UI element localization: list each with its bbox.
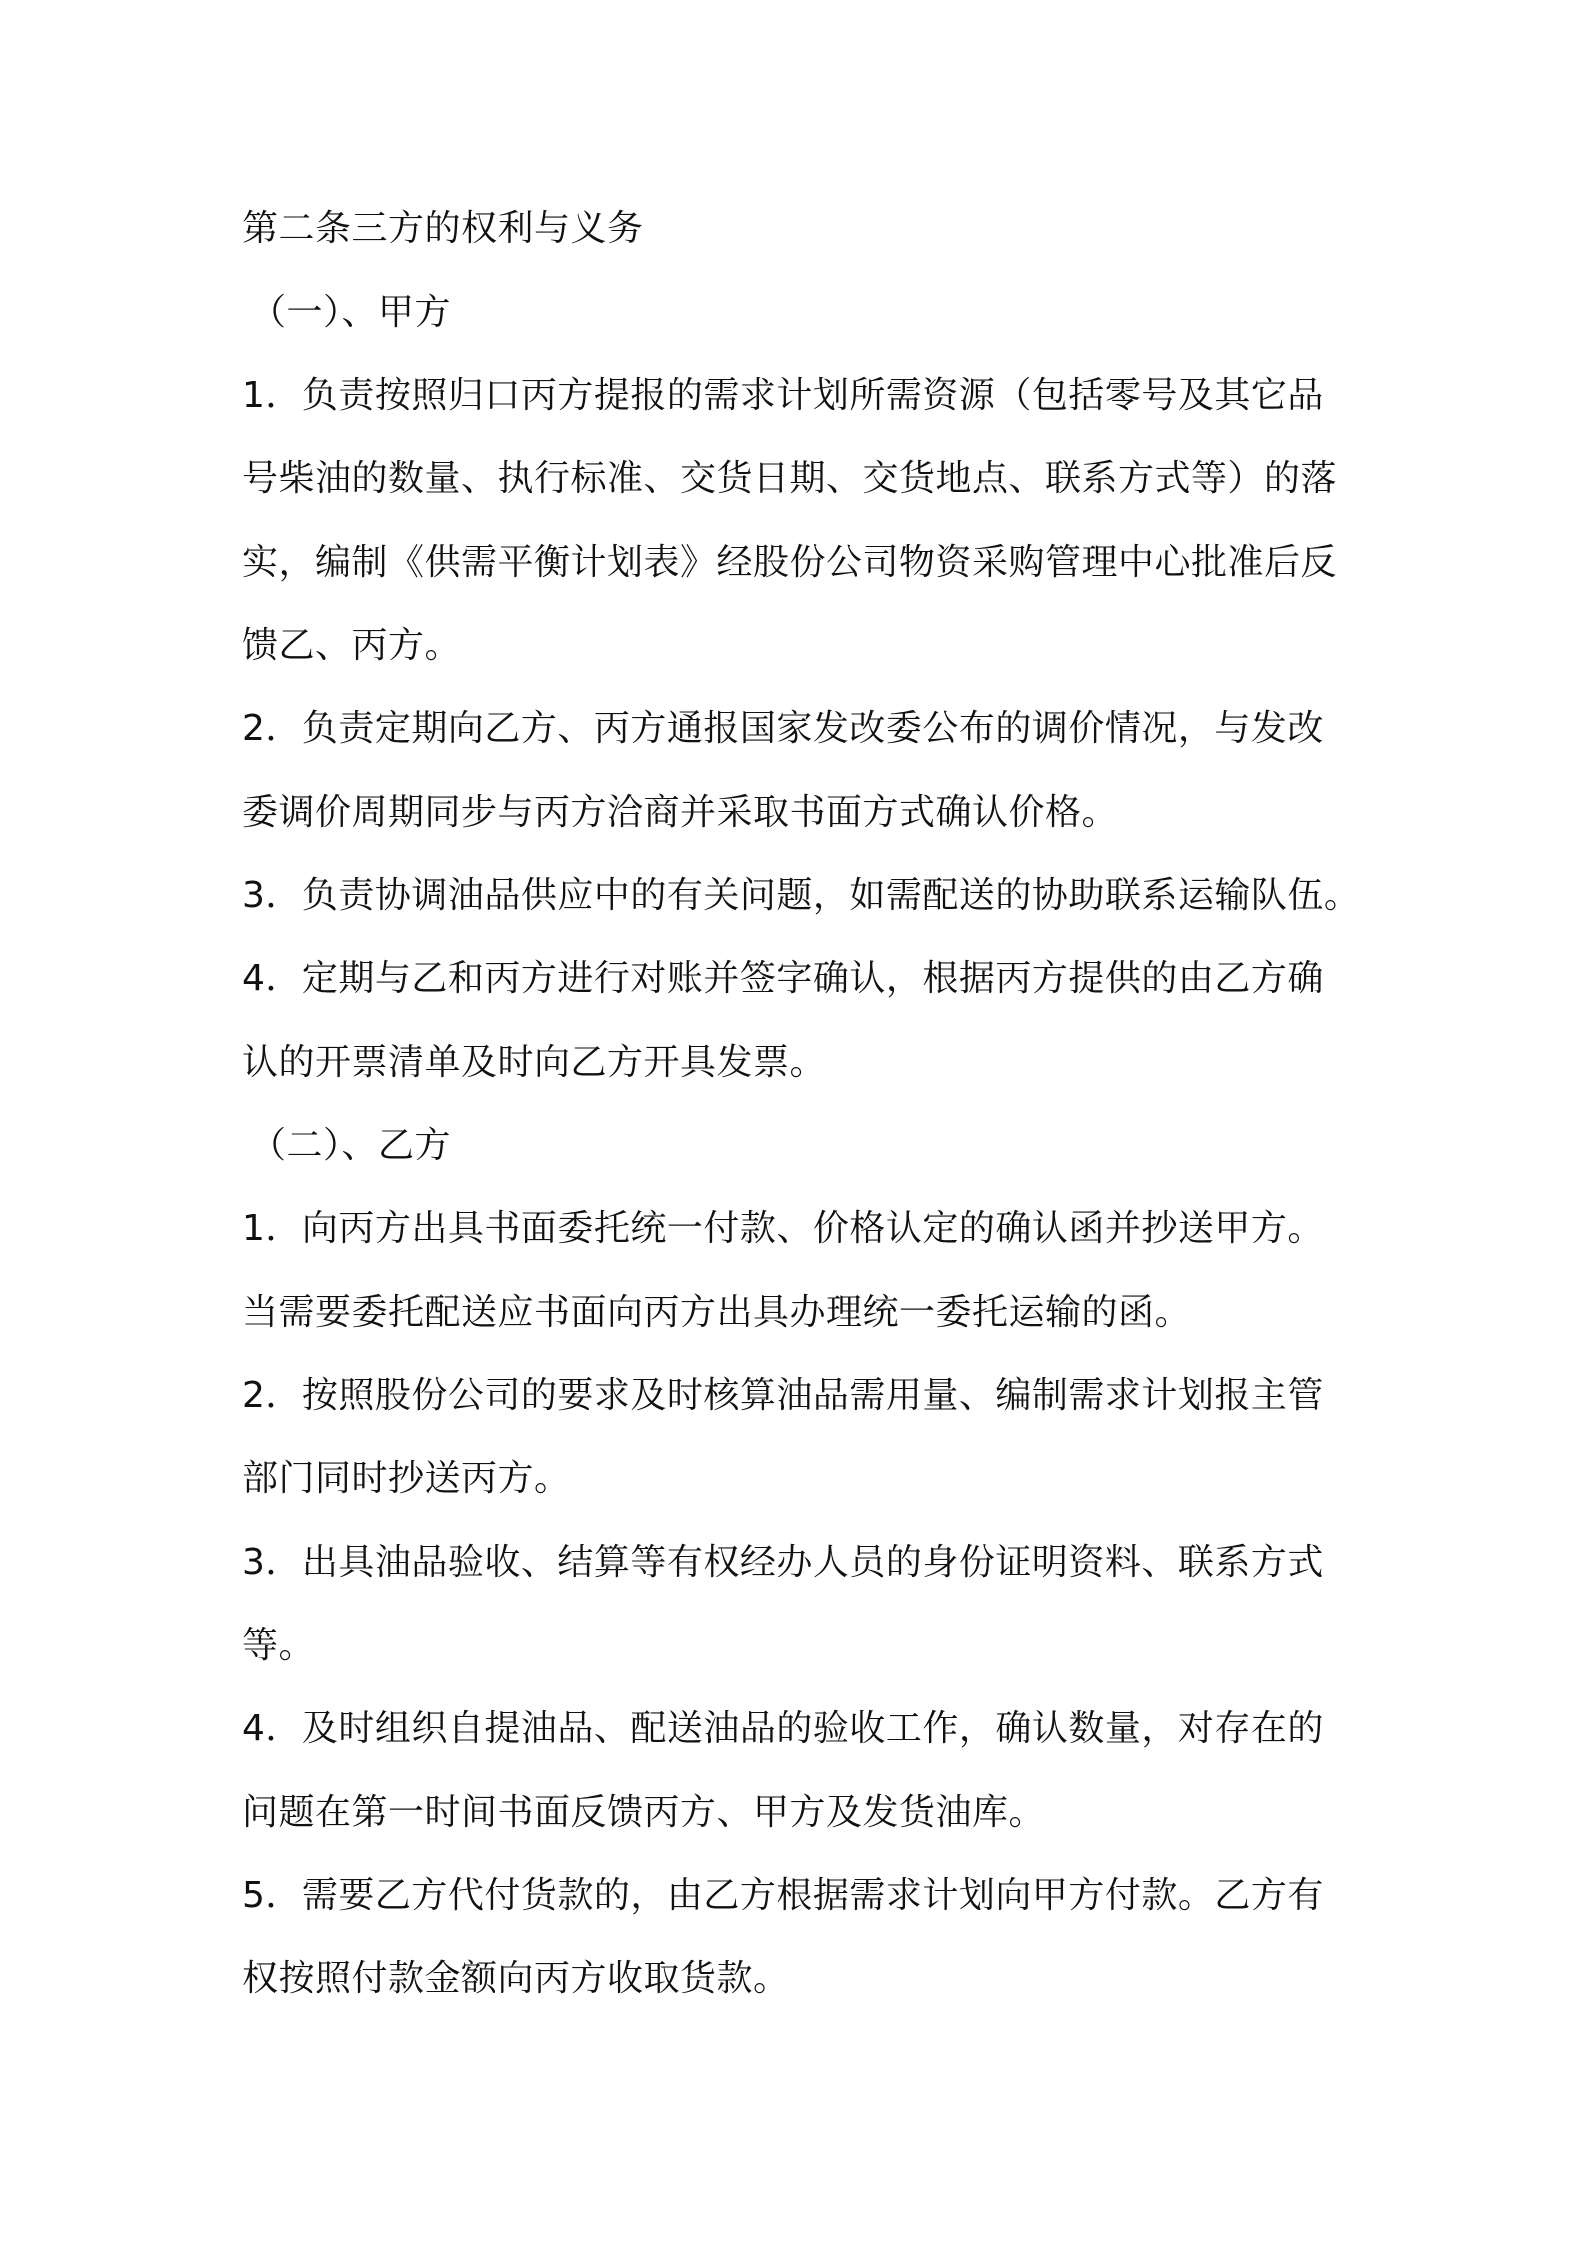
party-a-line-2: 号柴油的数量、执行标准、交货日期、交货地点、联系方式等）的落 — [242, 458, 1338, 499]
party-a-line-8: 4．定期与乙和丙方进行对账并签字确认，根据丙方提供的由乙方确 — [242, 958, 1324, 999]
party-b-line-7: 4．及时组织自提油品、配送油品的验收工作，确认数量，对存在的 — [242, 1708, 1324, 1749]
party-a-line-5: 2．负责定期向乙方、丙方通报国家发改委公布的调价情况，与发改 — [242, 708, 1324, 749]
party-a-line-9: 认的开票清单及时向乙方开具发票。 — [242, 1042, 827, 1083]
party-a-line-4: 馈乙、丙方。 — [242, 625, 462, 666]
party-b-line-8: 问题在第一时间书面反馈丙方、甲方及发货油库。 — [242, 1792, 1046, 1833]
party-b-line-4: 部门同时抄送丙方。 — [242, 1458, 571, 1499]
party-b-line-10: 权按照付款金额向丙方收取货款。 — [242, 1958, 790, 1999]
article-heading: 第二条三方的权利与义务 — [242, 208, 644, 249]
party-a-line-3: 实，编制《供需平衡计划表》经股份公司物资采购管理中心批准后反 — [242, 542, 1338, 583]
party-b-line-1: 1．向丙方出具书面委托统一付款、价格认定的确认函并抄送甲方。 — [242, 1208, 1324, 1249]
party-b-line-6: 等。 — [242, 1625, 316, 1666]
party-b-line-9: 5．需要乙方代付货款的，由乙方根据需求计划向甲方付款。乙方有 — [242, 1875, 1324, 1916]
party-a-line-1: 1．负责按照归口丙方提报的需求计划所需资源（包括零号及其它品 — [242, 375, 1324, 416]
party-b-line-3: 2．按照股份公司的要求及时核算油品需用量、编制需求计划报主管 — [242, 1375, 1324, 1416]
party-b-line-5: 3．出具油品验收、结算等有权经办人员的身份证明资料、联系方式 — [242, 1542, 1324, 1583]
section-title-party-b: （二）、乙方 — [250, 1125, 452, 1166]
party-a-line-6: 委调价周期同步与丙方洽商并采取书面方式确认价格。 — [242, 792, 1119, 833]
party-a-line-7: 3．负责协调油品供应中的有关问题，如需配送的协助联系运输队伍。 — [242, 875, 1361, 916]
party-b-line-2: 当需要委托配送应书面向丙方出具办理统一委托运输的函。 — [242, 1292, 1192, 1333]
section-title-party-a: （一）、甲方 — [250, 292, 452, 333]
